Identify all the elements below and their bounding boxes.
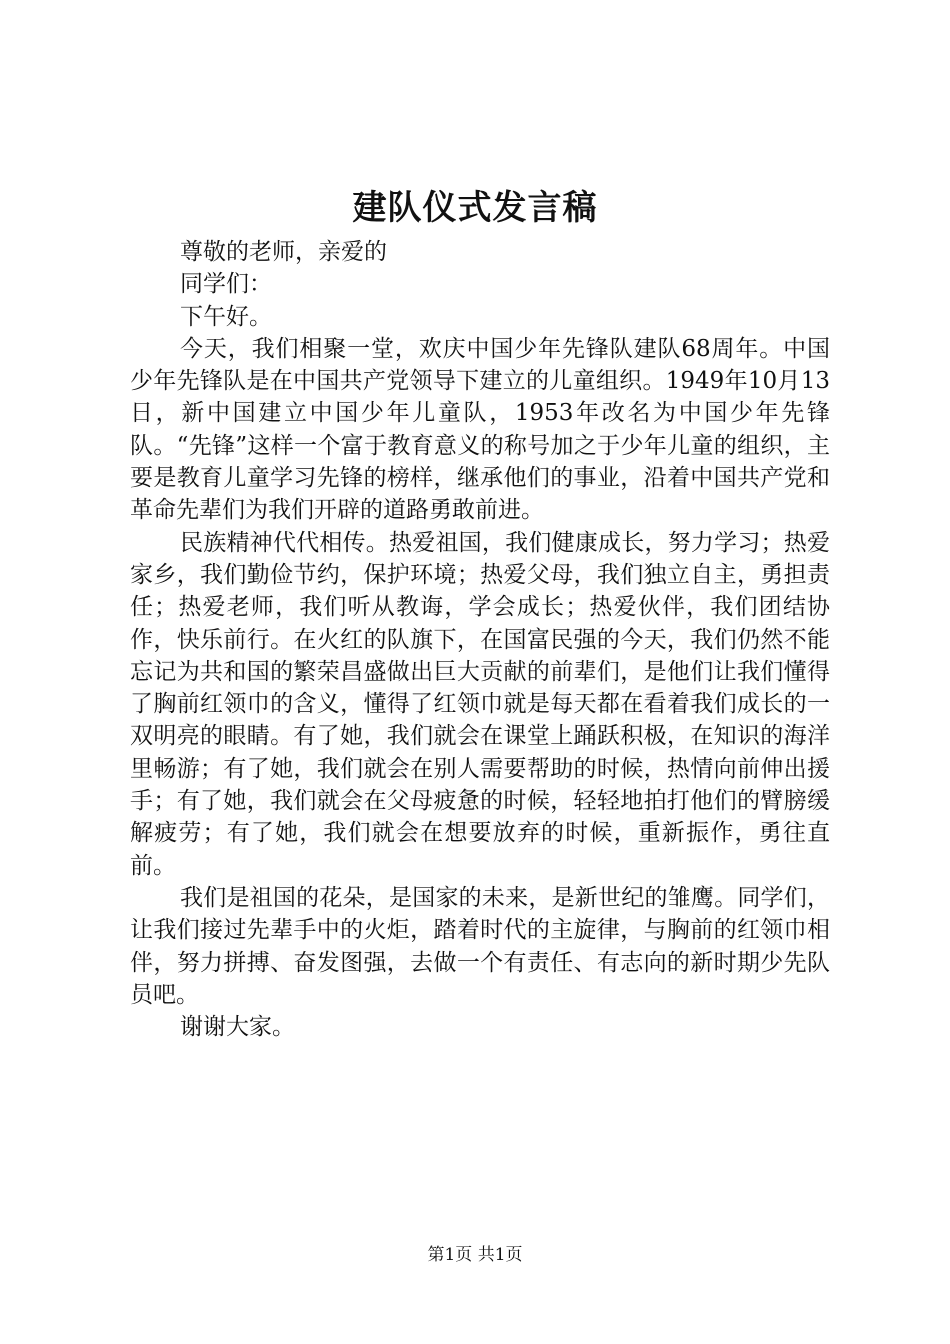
salutation-line-1: 尊敬的老师，亲爱的	[180, 239, 387, 265]
paragraph-spirit: 民族精神代代相传。热爱祖国，我们健康成长，努力学习；热爱家乡，我们勤俭节约，保护环境；热爱父母，我们独立自主，勇担责任；热爱老师，我们听从教诲，学会成长；热爱伙伴，我们团结协作，快乐前行。在火红的队旗下，在国富民强的今天，我们仍然不能忘记为共和国的繁荣昌盛做出巨大贡献的前辈们，是他们让我们懂得了胸前红领巾的含义，懂得了红领巾就是每天都在看着我们成长的一双明亮的眼睛。有了她，我们就会在课堂上踊跃积极，在知识的海洋里畅游；有了她，我们就会在别人需要帮助的时候，热情向前伸出援手；有了她，我们就会在父母疲惫的时候，轻轻地拍打他们的臂膀缓解疲劳；有了她，我们就会在想要放弃的时候，重新振作，勇往直前。	[130, 529, 830, 879]
document-title: 建队仪式发言稿	[352, 188, 598, 228]
greeting: 下午好。	[180, 303, 272, 330]
salutation-line-2: 同学们：	[180, 271, 272, 298]
document-body	[130, 236, 830, 1043]
paragraph-call-to-action: 我们是祖国的花朵，是国家的未来，是新世纪的雏鹰。同学们，让我们接过先辈手中的火炬，踏着时代的主旋律，与胸前的红领巾相伴，努力拼搏、奋发图强，去做一个有责任、有志向的新时期少先队员吧。	[130, 884, 830, 1008]
closing-thanks: 谢谢大家。	[180, 1014, 295, 1041]
paragraph-history: 今天，我们相聚一堂，欢庆中国少年先锋队建队68周年。中国少年先锋队是在中国共产党领导下建立的儿童组织。1949年10月13日，新中国建立中国少年儿童队，1953年改名为中国少年先锋队。“先锋”这样一个富于教育意义的称号加之于少年儿童的组织，主要是教育儿童学习先锋的榜样，继承他们的事业，沿着中国共产党和革命先辈们为我们开辟的道路勇敢前进。	[130, 335, 830, 524]
page-footer: 第1页 共1页	[427, 1245, 523, 1265]
